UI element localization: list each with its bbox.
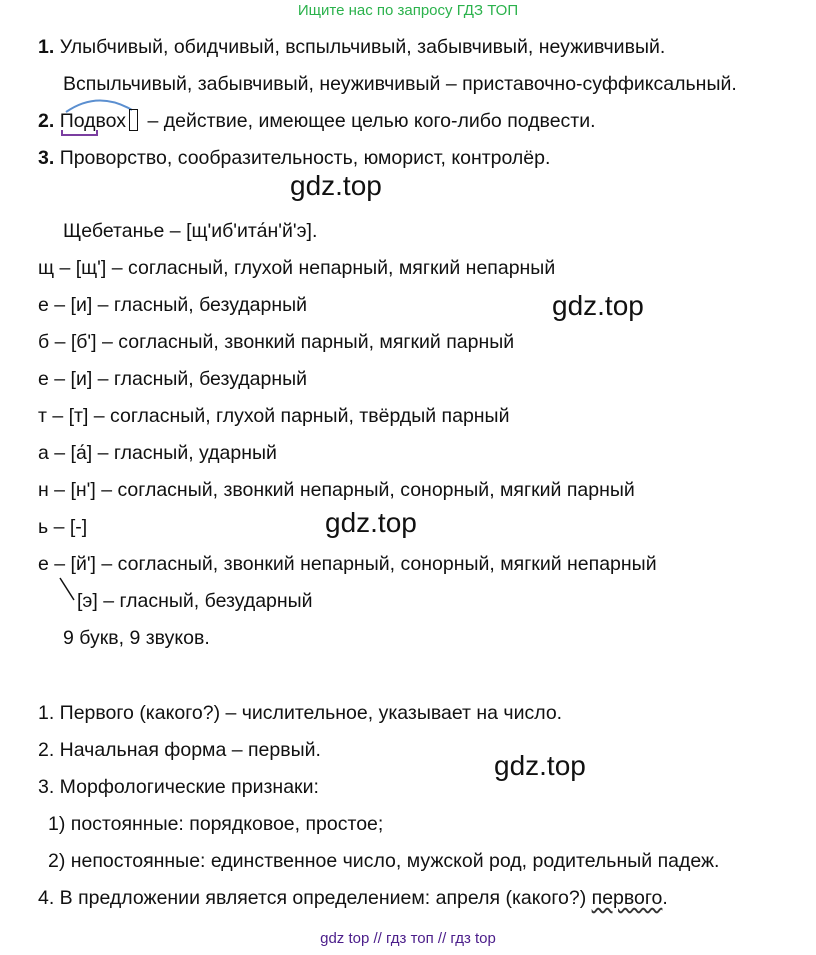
morph-line-4 [38,886,668,910]
phonetic-row: щ – [щ'] – согласный, глухой непарный, мягкий непарный [38,257,556,279]
phonetic-row: е – [и] – гласный, безударный [38,294,308,316]
answer-3-line [38,146,550,170]
morph-line: 1. Первого (какого?) – числительное, указывает на число. [38,702,563,724]
morph-line-4-text: 4. В предложении является определением: апреля (какого?) [38,887,587,909]
phonetic-row: т – [т] – согласный, глухой парный, твёрдый парный [38,405,510,427]
footer-links[interactable]: gdz top // гдз топ // гдз top [320,930,496,947]
phonetic-row: [э] – гласный, безударный [77,590,313,612]
watermark: gdz.top [552,290,644,321]
watermark: gdz.top [290,170,382,201]
phonetic-word: Щебетанье – [щ'иб'ита́н'й'э]. [63,220,318,242]
zero-ending-box [129,109,138,131]
morph-line: 2) непостоянные: единственное число, мужской род, родительный падеж. [48,850,720,872]
answer-1-number: 1. [38,36,55,58]
header-search-link[interactable]: Ищите нас по запросу ГДЗ ТОП [297,2,519,19]
underlined-word: первого [591,887,663,909]
answer-1-text: Улыбчивый, обидчивый, вспыльчивый, забывчивый, неуживчивый. [59,36,666,58]
word-prefix: Под [59,110,96,132]
answer-2-number: 2. [38,110,55,132]
morph-line-4-end: . [662,887,668,909]
answer-2-line [38,109,596,133]
morph-line: 1) постоянные: порядковое, простое; [48,813,384,835]
branch-line [58,576,78,606]
answer-2-text: – действие, имеющее целью кого-либо подвести. [147,110,596,132]
watermark: gdz.top [325,507,417,538]
phonetic-row: е – [й'] – согласный, звонкий непарный, сонорный, мягкий непарный [38,553,657,575]
answer-1-line-1 [38,35,665,59]
phonetic-row: н – [н'] – согласный, звонкий непарный, сонорный, мягкий парный [38,479,635,501]
morph-line: 3. Морфологические признаки: [38,776,319,798]
phonetic-row: а – [а́] – гласный, ударный [38,442,277,464]
word-root: вох [95,110,127,132]
phonetic-row: ь – [-] [38,516,88,538]
answer-1-line-2: Вспыльчивый, забывчивый, неуживчивый – приставочно-суффиксальный. [63,73,737,95]
answer-3-number: 3. [38,147,55,169]
phonetic-row: е – [и] – гласный, безударный [38,368,308,390]
phonetic-summary: 9 букв, 9 звуков. [63,627,210,649]
phonetic-row: б – [б'] – согласный, звонкий парный, мягкий парный [38,331,515,353]
morph-line: 2. Начальная форма – первый. [38,739,321,761]
watermark: gdz.top [494,750,586,781]
answer-3-text: Проворство, сообразительность, юморист, контролёр. [59,147,551,169]
